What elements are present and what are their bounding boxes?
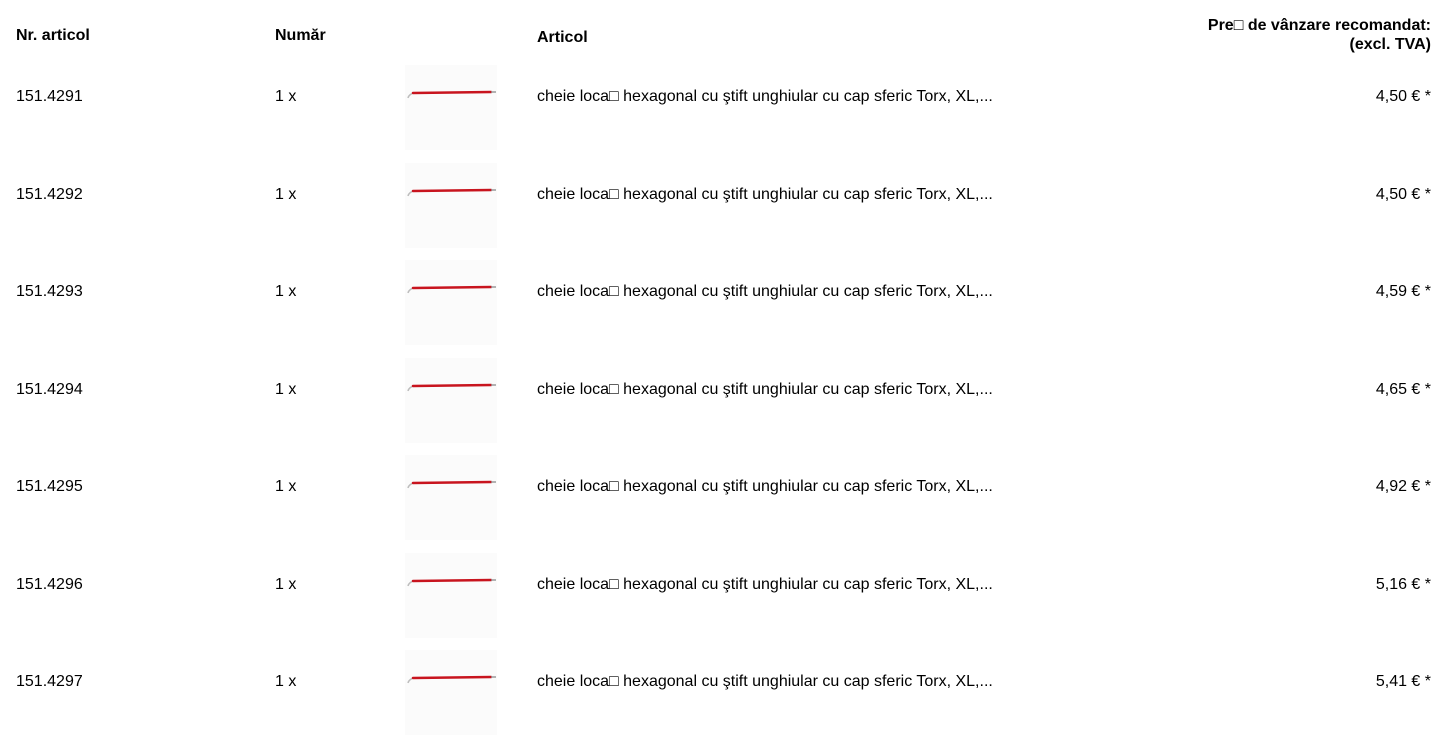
header-quantity: Număr	[275, 27, 326, 44]
product-image[interactable]	[405, 260, 497, 345]
product-description[interactable]: cheie loca□ hexagonal cu ştift unghiular cu cap sferic Torx, XL,...	[537, 575, 993, 593]
allen-key-icon	[405, 650, 497, 735]
header-price-vat-note: (excl. TVA)	[1349, 36, 1431, 53]
article-number[interactable]: 151.4296	[16, 575, 83, 593]
allen-key-shaft	[413, 287, 491, 288]
allen-key-icon	[405, 455, 497, 540]
product-description[interactable]: cheie loca□ hexagonal cu ştift unghiular cu cap sferic Torx, XL,...	[537, 478, 993, 495]
price: 5,16 € *	[1375, 575, 1431, 593]
price: 5,41 € *	[1375, 673, 1431, 690]
article-number[interactable]: 151.4294	[16, 380, 83, 398]
quantity: 1 x	[275, 185, 297, 203]
product-image[interactable]	[405, 163, 497, 248]
article-number[interactable]: 151.4297	[16, 673, 83, 690]
product-image[interactable]	[405, 553, 497, 638]
article-number[interactable]: 151.4291	[16, 88, 83, 105]
quantity: 1 x	[275, 478, 297, 495]
price: 4,65 € *	[1375, 380, 1431, 398]
product-image[interactable]	[405, 455, 497, 540]
header-article: Articol	[537, 29, 588, 46]
allen-key-shaft	[413, 190, 491, 191]
product-description[interactable]: cheie loca□ hexagonal cu ştift unghiular cu cap sferic Torx, XL,...	[537, 283, 993, 300]
quantity: 1 x	[275, 88, 297, 105]
quantity: 1 x	[275, 380, 297, 398]
price: 4,92 € *	[1375, 478, 1431, 495]
product-description[interactable]: cheie loca□ hexagonal cu ştift unghiular cu cap sferic Torx, XL,...	[537, 88, 993, 105]
table-row	[0, 168, 1443, 266]
table-row	[0, 363, 1443, 461]
price: 4,50 € *	[1375, 88, 1431, 105]
table-row	[0, 655, 1443, 753]
quantity: 1 x	[275, 575, 297, 593]
table-row	[0, 70, 1443, 168]
product-description[interactable]: cheie loca□ hexagonal cu ştift unghiular cu cap sferic Torx, XL,...	[537, 185, 993, 203]
table-header	[0, 0, 1443, 70]
allen-key-icon	[405, 260, 497, 345]
product-description[interactable]: cheie loca□ hexagonal cu ştift unghiular cu cap sferic Torx, XL,...	[537, 380, 993, 398]
table-row	[0, 265, 1443, 363]
allen-key-icon	[405, 553, 497, 638]
product-image[interactable]	[405, 650, 497, 735]
allen-key-shaft	[413, 482, 491, 483]
quantity: 1 x	[275, 673, 297, 690]
table-row	[0, 558, 1443, 656]
allen-key-icon	[405, 65, 497, 150]
allen-key-shaft	[413, 677, 491, 678]
header-article-number: Nr. articol	[16, 27, 90, 44]
article-number[interactable]: 151.4293	[16, 283, 83, 300]
allen-key-icon	[405, 358, 497, 443]
header-price-label: Pre□ de vânzare recomandat:	[1207, 17, 1431, 34]
product-image[interactable]	[405, 65, 497, 150]
allen-key-shaft	[413, 580, 491, 581]
price: 4,50 € *	[1375, 185, 1431, 203]
article-number[interactable]: 151.4292	[16, 185, 83, 203]
article-number[interactable]: 151.4295	[16, 478, 83, 495]
product-image[interactable]	[405, 358, 497, 443]
allen-key-shaft	[413, 92, 491, 93]
allen-key-shaft	[413, 385, 491, 386]
table-body	[0, 70, 1443, 753]
table-row	[0, 460, 1443, 558]
header-recommended-price	[1208, 16, 1431, 54]
product-description[interactable]: cheie loca□ hexagonal cu ştift unghiular cu cap sferic Torx, XL,...	[537, 673, 993, 690]
price: 4,59 € *	[1375, 283, 1431, 300]
allen-key-icon	[405, 163, 497, 248]
quantity: 1 x	[275, 283, 297, 300]
